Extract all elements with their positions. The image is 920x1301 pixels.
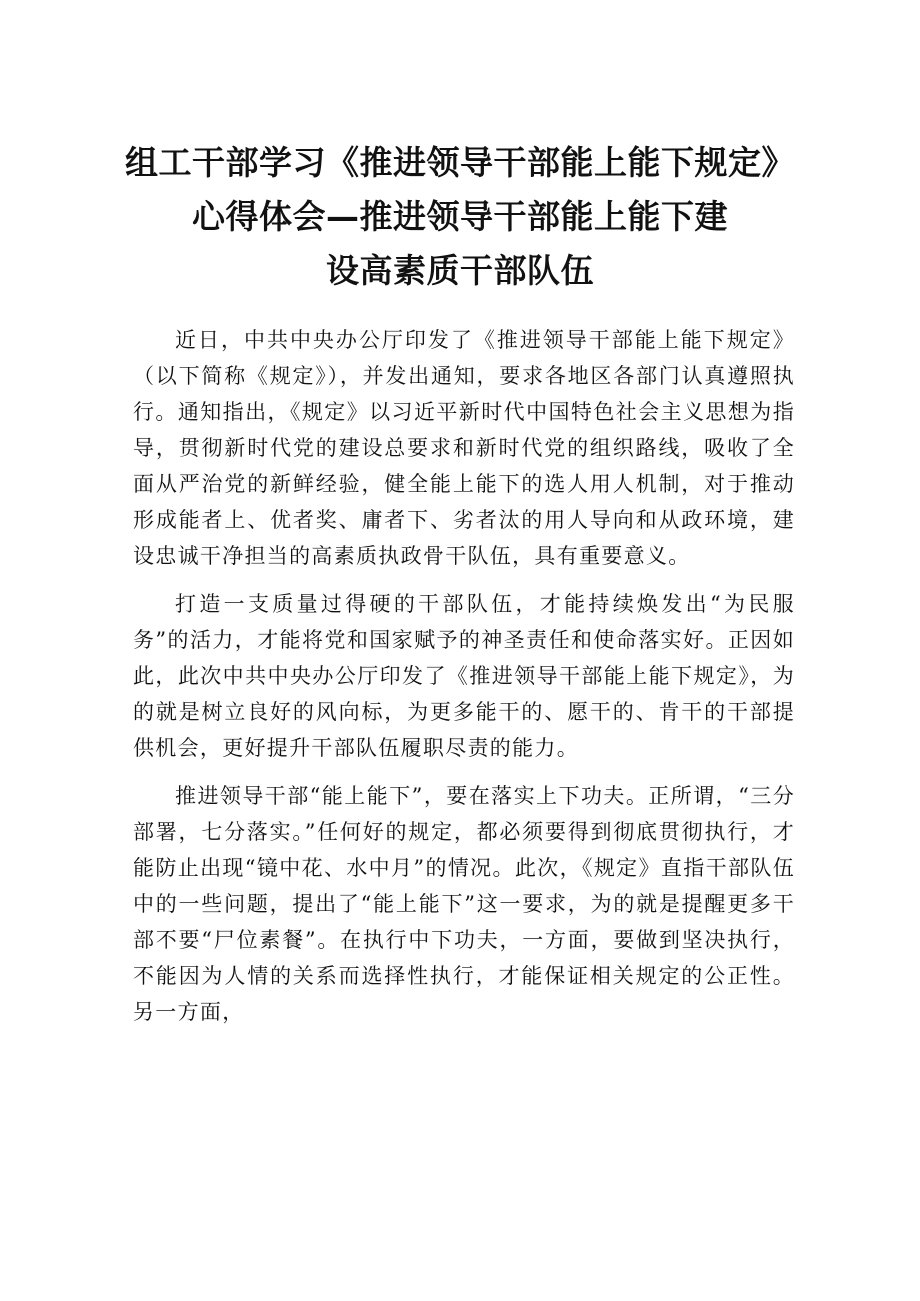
document-body [133,322,795,1042]
document-title [100,136,820,298]
title-line-3: 设高素质干部队伍 [326,251,594,290]
paragraph-2: 打造一支质量过得硬的干部队伍，才能持续焕发出“为民服务”的活力，才能将党和国家赋予的神圣责任和使命落实好。正因如此，此次中共中央办公厅印发了《推进领导干部能上能下规定》，为的就是树立良好的风向标，为更多能干的、愿干的、肯干的干部提供机会，更好提升干部队伍履职尽责的能力。 [133,592,795,760]
title-line-1: 组工干部学习《推进领导干部能上能下规定》 [125,143,795,182]
paragraph-1: 近日，中共中央办公厅印发了《推进领导干部能上能下规定》（以下简称《规定》），并发出通知，要求各地区各部门认真遵照执行。通知指出，《规定》以习近平新时代中国特色社会主义思想为指导，贯彻新时代党的建设总要求和新时代党的组织路线，吸收了全面从严治党的新鲜经验，健全能上能下的选人用人机制，对于推动形成能者上、优者奖、庸者下、劣者汰的用人导向和从政环境，建设忠诚干净担当的高素质执政骨干队伍，具有重要意义。 [133,328,795,568]
paragraph-3: 推进领导干部“能上能下”，要在落实上下功夫。正所谓，“三分部署，七分落实。”任何好的规定，都必须要得到彻底贯彻执行，才能防止出现“镜中花、水中月”的情况。此次，《规定》直指干部队伍中的一些问题，提出了“能上能下”这一要求，为的就是提醒更多干部不要“尸位素餐”。在执行中下功夫，一方面，要做到坚决执行，不能因为人情的关系而选择性执行，才能保证相关规定的公正性。另一方面， [133,784,795,1024]
title-line-2: 心得体会—推进领导干部能上能下建 [192,197,728,236]
